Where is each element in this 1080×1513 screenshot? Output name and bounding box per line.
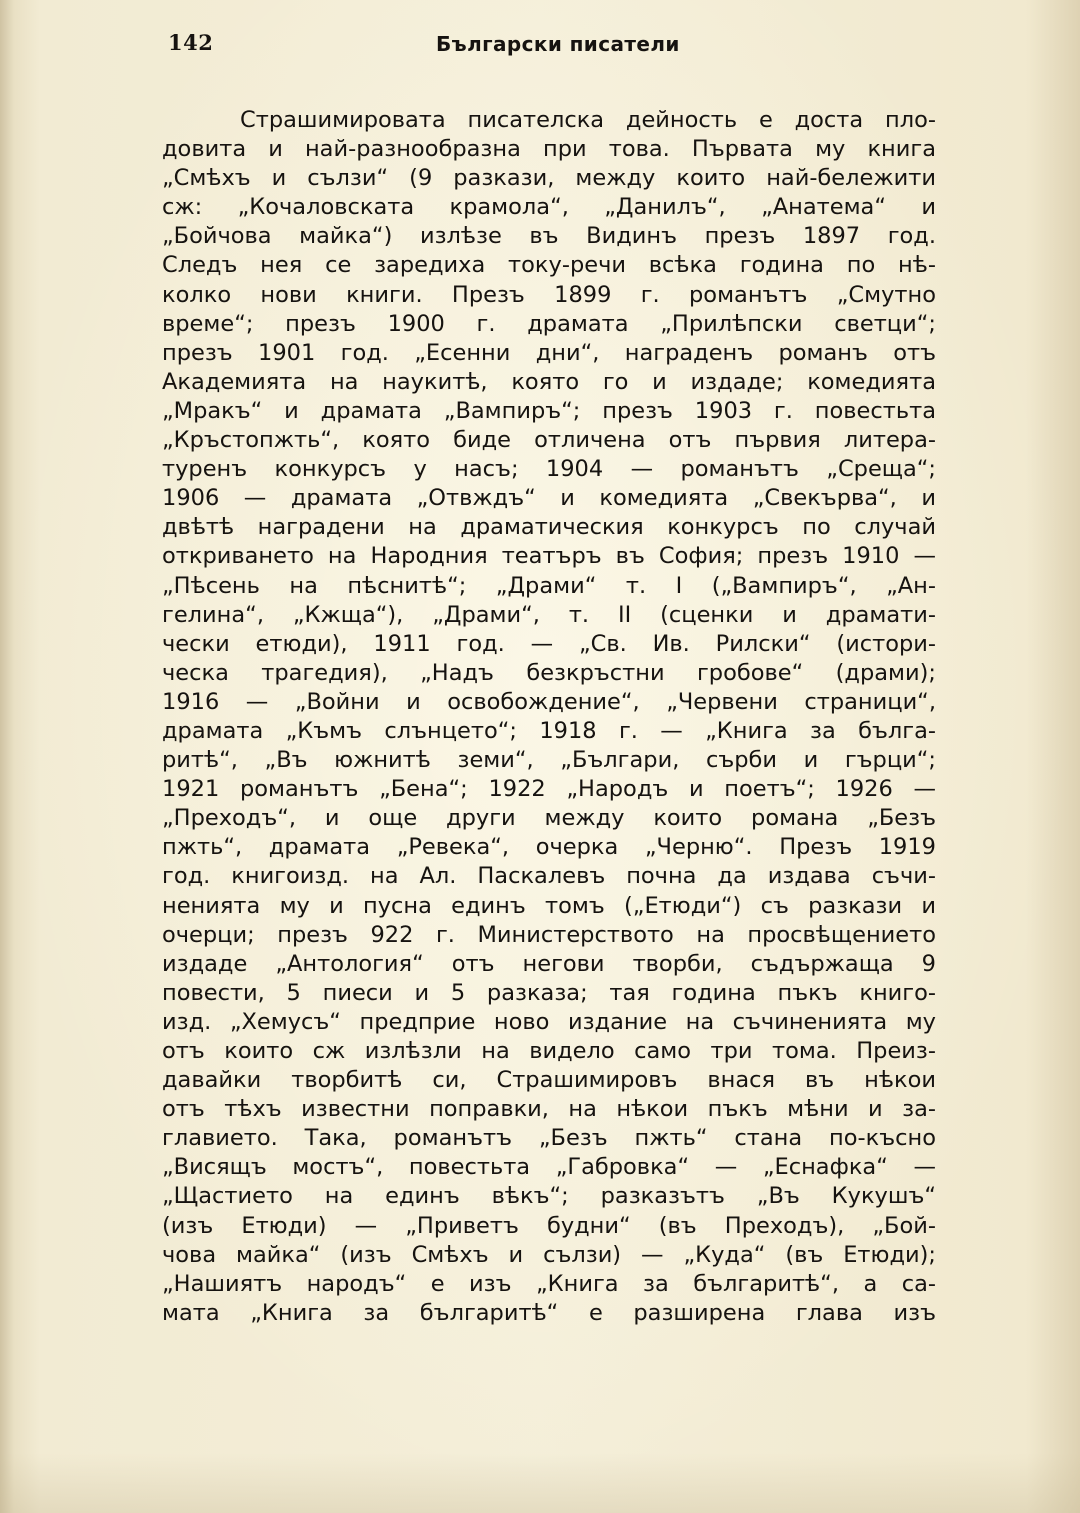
text-line-19: чески етюди), 1911 год. — „Св. Ив. Рилски“ (истори- (162, 630, 936, 657)
page-header (168, 30, 938, 66)
text-line-5: „Бойчова майка“) излѣзе въ Видинъ презъ 1897 год. (162, 223, 936, 250)
text-line-6: Следъ нея се заредиха току-речи всѣка година по нѣ- (162, 252, 936, 279)
text-line-16: откриването на Народния театъръ въ София; презъ 1910 — (162, 543, 936, 570)
text-line-30: издаде „Антология“ отъ негови творби, съдържаща 9 (162, 950, 936, 977)
text-line-9: презъ 1901 год. „Есенни дни“, награденъ романъ отъ (162, 339, 936, 366)
text-line-36: главието. Така, романътъ „Безъ пжть“ стана по-късно (162, 1125, 936, 1152)
text-line-24: 1921 романътъ „Бена“; 1922 „Народъ и поетъ“; 1926 — (162, 776, 936, 803)
text-line-33: отъ които сж излѣзли на видело само три тома. Преиз- (162, 1038, 936, 1064)
text-line-28: ненията му и пусна единъ томъ („Етюди“) съ разкази и (162, 892, 936, 919)
text-line-26: пжть“, драмата „Ревека“, очерка „Черню“. Презъ 1919 (162, 834, 936, 861)
text-line-17: „Пѣсень на пѣснитѣ“; „Драми“ т. I („Вампиръ“, „Ан- (162, 572, 936, 599)
running-title: Български писатели (436, 32, 680, 56)
text-line-2: довита и най-разнообразна при това. Първата му книга (162, 136, 936, 163)
text-line-27: год. книгоизд. на Ал. Паскалевъ почна да издава съчи- (162, 863, 936, 890)
text-line-31: повести, 5 пиеси и 5 разказа; тая година пъкъ книго- (162, 979, 936, 1006)
text-line-40: чова майка“ (изъ Смѣхъ и сълзи) — „Куда“ (въ Етюди); (162, 1241, 936, 1268)
text-line-32: изд. „Хемусъ“ предприе ново издание на съчиненията му (162, 1008, 936, 1035)
text-line-20: ческа трагедия), „Надъ безкръстни гробове“ (драми); (162, 659, 936, 686)
text-line-12: „Кръстопжть“, която биде отличена отъ първия литера- (162, 427, 936, 454)
text-line-23: ритѣ“, „Въ южнитѣ земи“, „Българи, сърби и гърци“; (162, 747, 936, 774)
body-text (162, 106, 936, 1328)
text-line-29: очерци; презъ 922 г. Министерството на просвѣщението (162, 921, 936, 948)
text-line-42: мата „Книга за българитѣ“ е разширена глава изъ (162, 1299, 936, 1326)
text-line-34: давайки творбитѣ си, Страшимировъ внася въ нѣкои (162, 1067, 936, 1094)
text-line-4: сж: „Кочаловската крамола“, „Данилъ“, „Анатема“ и (162, 194, 936, 221)
text-line-38: „Щастието на единъ вѣкъ“; разказътъ „Въ Кукушъ“ (162, 1183, 936, 1210)
text-line-10: Академията на наукитѣ, която го и издаде; комедията (162, 368, 936, 395)
text-line-18: гелина“, „Кжща“), „Драми“, т. II (сценки и драмати- (162, 601, 936, 628)
text-line-14: 1906 — драмата „Отвждъ“ и комедията „Свекърва“, и (162, 485, 936, 512)
text-line-22: драмата „Къмъ слънцето“; 1918 г. — „Книга за бълга- (162, 717, 936, 744)
text-line-41: „Нашиятъ народъ“ е изъ „Книга за българитѣ“, а са- (162, 1270, 936, 1297)
text-line-39: (изъ Етюди) — „Приветъ будни“ (въ Преходъ), „Бой- (162, 1212, 936, 1239)
page-number: 142 (168, 30, 214, 55)
text-line-7: колко нови книги. Презъ 1899 г. романътъ „Смутно (162, 281, 936, 308)
text-line-1: Страшимировата писателска дейность е доста пло- (240, 107, 936, 133)
text-line-25: „Преходъ“, и още други между които романа „Безъ (162, 805, 936, 832)
text-line-37: „Висящъ мостъ“, повестьта „Габровка“ — „Еснафка“ — (162, 1154, 936, 1181)
text-line-35: отъ тѣхъ известни поправки, на нѣкои пъкъ мѣни и за- (162, 1096, 936, 1123)
text-line-8: време“; презъ 1900 г. драмата „Прилѣпски светци“; (162, 310, 936, 337)
text-line-15: двѣтѣ наградени на драматическия конкурсъ по случай (162, 514, 936, 541)
text-line-3: „Смѣхъ и сълзи“ (9 разкази, между които най-бележити (162, 165, 936, 192)
text-line-13: туренъ конкурсъ у насъ; 1904 — романътъ „Среща“; (162, 456, 936, 483)
text-line-11: „Мракъ“ и драмата „Вампиръ“; презъ 1903 г. повестьта (162, 397, 936, 424)
text-line-21: 1916 — „Войни и освобождение“, „Червени страници“, (162, 688, 936, 715)
